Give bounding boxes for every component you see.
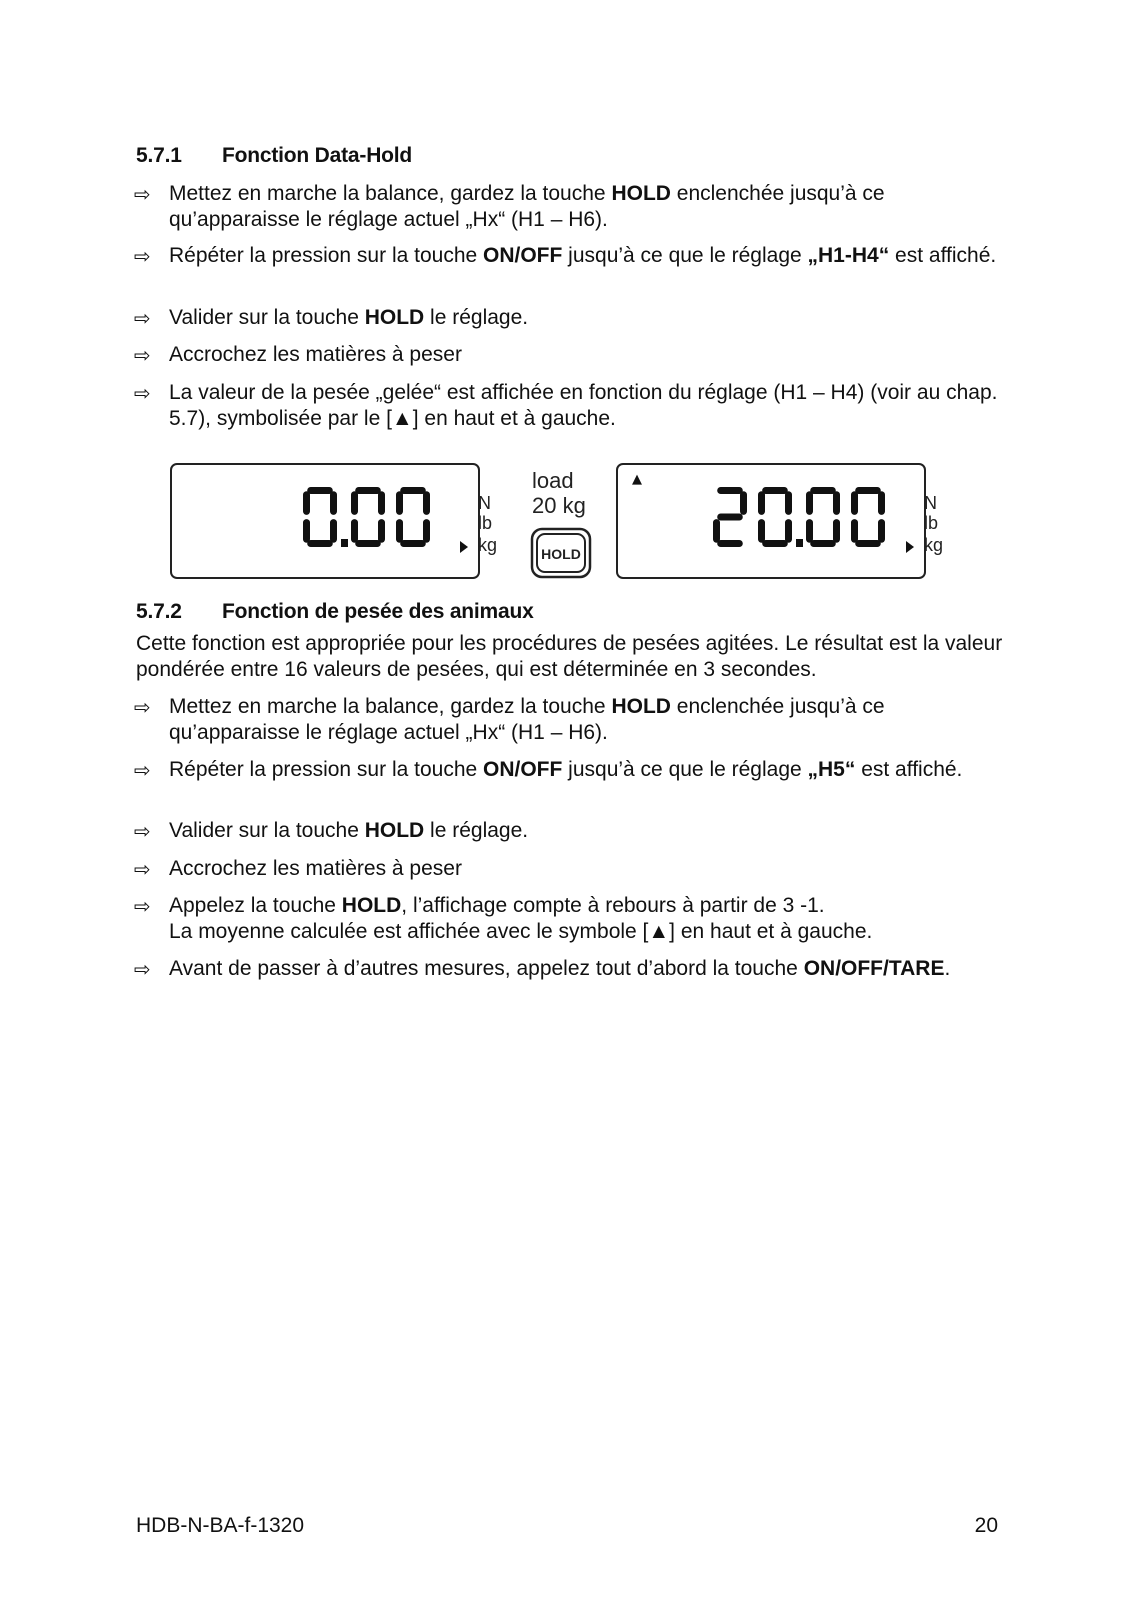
lcd-segment bbox=[717, 514, 743, 521]
lcd-segment bbox=[713, 519, 720, 543]
list-item bbox=[134, 181, 1004, 233]
lcd-segment bbox=[396, 491, 403, 515]
lcd-segment bbox=[423, 491, 430, 515]
lcd-segment bbox=[762, 487, 788, 494]
arrow-right-icon: ⇨ bbox=[134, 184, 151, 206]
list-item bbox=[134, 818, 1004, 844]
lcd-segment bbox=[851, 491, 858, 515]
arrow-right-icon: ⇨ bbox=[134, 959, 151, 981]
item-bold: ON/OFF bbox=[483, 244, 563, 267]
lcd-segment bbox=[307, 487, 333, 494]
item-text: Valider sur la touche bbox=[169, 306, 365, 329]
list-item bbox=[134, 856, 1004, 882]
lcd-segment bbox=[851, 519, 858, 543]
unit-lb: lb bbox=[924, 513, 939, 533]
lcd-segment bbox=[303, 491, 310, 515]
item-text: La valeur de la pesée „gelée“ est affichée en fonction du réglage (H1 – H4) (voir au chap. 5.7), symbolisée par le [▲] en haut et à gauche. bbox=[169, 381, 998, 430]
item-text: jusqu’à ce que le réglage bbox=[562, 758, 808, 781]
item-bold: „H1-H4“ bbox=[807, 244, 890, 267]
section-title: Fonction de pesée des animaux bbox=[222, 600, 534, 623]
lcd-segment bbox=[740, 491, 747, 515]
load-and-button bbox=[532, 468, 590, 577]
item-text: Accrochez les matières à peser bbox=[169, 857, 462, 880]
item-text: le réglage. bbox=[424, 819, 529, 842]
list-item bbox=[134, 757, 1004, 783]
lcd-segment bbox=[810, 487, 836, 494]
unit-kg: kg bbox=[924, 535, 944, 555]
lcd-segment bbox=[717, 487, 743, 494]
item-bold: HOLD bbox=[364, 819, 425, 842]
lcd-segment bbox=[330, 491, 337, 515]
item-text: , l’affichage compte à rebours à partir de 3 -1. bbox=[401, 894, 825, 917]
lcd-segment bbox=[855, 487, 881, 494]
lcd-segment bbox=[758, 519, 765, 543]
item-bold: „H5“ bbox=[807, 758, 856, 781]
arrow-right-icon: ⇨ bbox=[134, 308, 151, 330]
item-bold: HOLD bbox=[364, 306, 425, 329]
item-text: Répéter la pression sur la touche bbox=[169, 244, 484, 267]
lcd-segment bbox=[833, 519, 840, 543]
load-label: load bbox=[532, 468, 574, 493]
item-text: La moyenne calculée est affichée avec le symbole [▲] en haut et à gauche. bbox=[169, 920, 873, 943]
item-text: Appelez la touche bbox=[169, 894, 342, 917]
lcd-segment bbox=[878, 519, 885, 543]
lcd-segment bbox=[785, 491, 792, 515]
left-display bbox=[171, 464, 497, 578]
arrow-right-icon: ⇨ bbox=[134, 383, 151, 405]
item-text: Avant de passer à d’autres mesures, appelez tout d’abord la touche bbox=[169, 957, 804, 980]
section-heading-571 bbox=[136, 144, 412, 168]
section-intro: Cette fonction est appropriée pour les procédures de pesées agitées. Le résultat est la valeur pondérée entre 16 valeurs de pesées, qui est déterminée en 3 secondes. bbox=[136, 632, 1003, 681]
list-item bbox=[134, 380, 1004, 432]
list-item bbox=[134, 893, 1004, 945]
item-text: . bbox=[944, 957, 951, 980]
item-text: enclenchée jusqu’à ce qu’apparaisse le réglage actuel „Hx“ (H1 – H6). bbox=[169, 182, 885, 231]
load-weight: 20 kg bbox=[532, 493, 586, 518]
arrow-right-icon: ⇨ bbox=[134, 345, 151, 367]
lcd-segment bbox=[806, 491, 813, 515]
lcd-segment bbox=[330, 519, 337, 543]
item-text: enclenchée jusqu’à ce qu’apparaisse le réglage actuel „Hx“ (H1 – H6). bbox=[169, 695, 885, 744]
lcd-segment bbox=[307, 540, 333, 547]
arrow-right-icon: ⇨ bbox=[134, 859, 151, 881]
item-bold: HOLD bbox=[611, 182, 671, 205]
lcd-segment bbox=[878, 491, 885, 515]
lcd-segment bbox=[762, 540, 788, 547]
lcd-segment bbox=[351, 519, 358, 543]
item-text: le réglage. bbox=[424, 306, 529, 329]
section-title: Fonction Data-Hold bbox=[222, 144, 413, 167]
list-item bbox=[134, 956, 1004, 982]
item-text: est affiché. bbox=[855, 758, 963, 781]
arrow-right-icon: ⇨ bbox=[134, 246, 151, 268]
page-number: 20 bbox=[974, 1514, 998, 1537]
item-text: Mettez en marche la balance, gardez la touche bbox=[169, 182, 612, 205]
item-bold: HOLD bbox=[611, 695, 671, 718]
lcd-segment bbox=[378, 491, 385, 515]
list-item bbox=[134, 694, 1004, 746]
lcd-segment bbox=[355, 540, 381, 547]
list-item bbox=[134, 305, 1004, 331]
item-text: Accrochez les matières à peser bbox=[169, 343, 462, 366]
item-text: Mettez en marche la balance, gardez la touche bbox=[169, 695, 612, 718]
unit-lb: lb bbox=[478, 513, 493, 533]
section-heading-572 bbox=[136, 600, 534, 624]
item-text: Répéter la pression sur la touche bbox=[169, 758, 484, 781]
lcd-segment bbox=[396, 519, 403, 543]
item-text: jusqu’à ce que le réglage bbox=[562, 244, 808, 267]
lcd-segment bbox=[303, 519, 310, 543]
document-id: HDB-N-BA-f-1320 bbox=[136, 1514, 305, 1537]
lcd-segment bbox=[351, 491, 358, 515]
display-illustration bbox=[170, 462, 970, 587]
arrow-right-icon: ⇨ bbox=[134, 697, 151, 719]
lcd-segment bbox=[833, 491, 840, 515]
unit-kg: kg bbox=[478, 535, 498, 555]
scale-display-figure bbox=[170, 462, 970, 587]
lcd-segment bbox=[855, 540, 881, 547]
item-bold: HOLD bbox=[341, 894, 402, 917]
lcd-decimal-point bbox=[341, 539, 348, 547]
lcd-segment bbox=[806, 519, 813, 543]
lcd-decimal-point bbox=[796, 539, 803, 547]
lcd-segment bbox=[810, 540, 836, 547]
item-bold: ON/OFF bbox=[483, 758, 563, 781]
lcd-segment bbox=[423, 519, 430, 543]
hold-indicator-icon: ▲ bbox=[632, 472, 642, 487]
arrow-right-icon: ⇨ bbox=[134, 821, 151, 843]
hold-button-label: HOLD bbox=[541, 546, 581, 562]
lcd-segment bbox=[355, 487, 381, 494]
right-display bbox=[617, 464, 943, 578]
list-item bbox=[134, 342, 1004, 368]
item-text: est affiché. bbox=[889, 244, 997, 267]
item-bold: ON/OFF/TARE bbox=[803, 957, 945, 980]
list-item bbox=[134, 243, 1004, 269]
lcd-segment bbox=[400, 487, 426, 494]
lcd-segment bbox=[378, 519, 385, 543]
section-number: 5.7.1 bbox=[136, 144, 182, 167]
section-number: 5.7.2 bbox=[136, 600, 182, 623]
lcd-segment bbox=[758, 491, 765, 515]
lcd-segment bbox=[400, 540, 426, 547]
unit-n: N bbox=[478, 493, 491, 513]
arrow-right-icon: ⇨ bbox=[134, 760, 151, 782]
item-text: Valider sur la touche bbox=[169, 819, 365, 842]
lcd-segment bbox=[785, 519, 792, 543]
lcd-segment bbox=[717, 540, 743, 547]
arrow-right-icon: ⇨ bbox=[134, 896, 151, 918]
unit-n: N bbox=[924, 493, 937, 513]
